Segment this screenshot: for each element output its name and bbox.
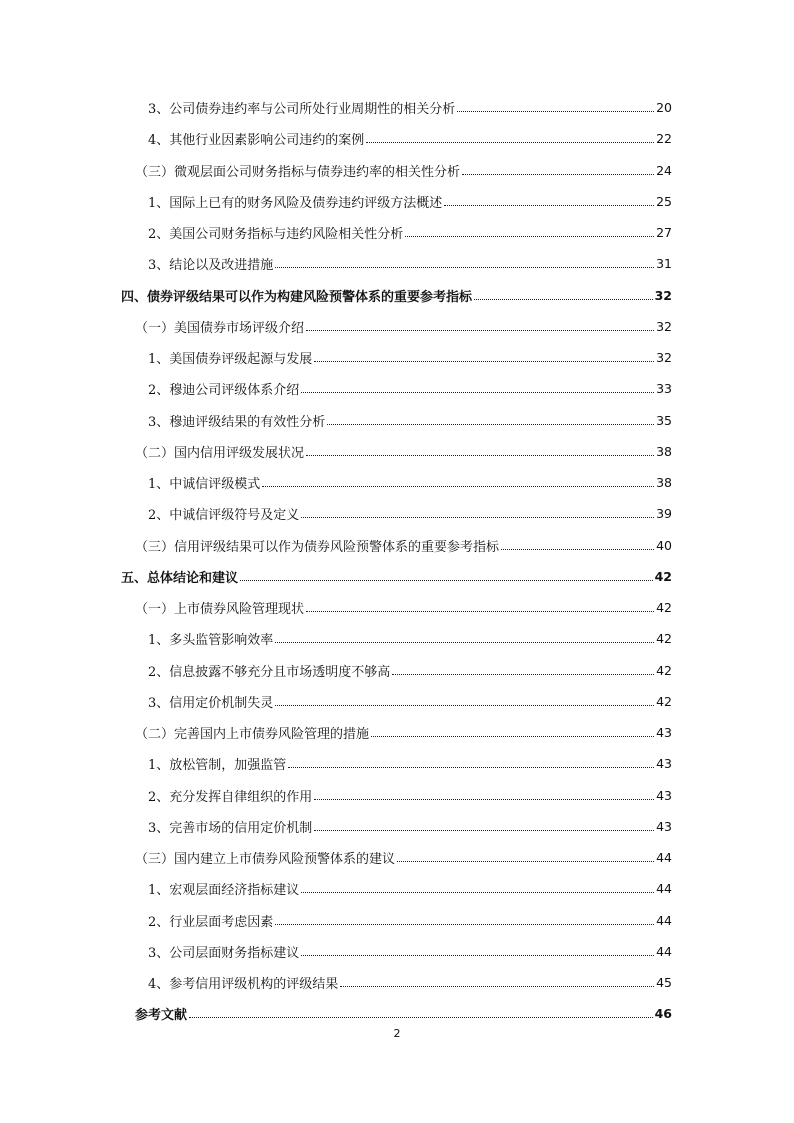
- toc-entry[interactable]: [0, 498, 794, 529]
- toc-entry[interactable]: [0, 655, 794, 686]
- toc-entry-title: 2、美国公司财务指标与违约风险相关性分析: [148, 227, 404, 243]
- toc-entry-page: 43: [656, 818, 672, 834]
- toc-entry-title: 四、债券评级结果可以作为构建风险预警体系的重要参考指标: [121, 289, 473, 305]
- toc-entry-title: 2、充分发挥自律组织的作用: [148, 789, 313, 805]
- toc-entry-page: 44: [656, 912, 672, 928]
- toc-entry-page: 42: [656, 693, 672, 709]
- toc-entry-page: 35: [656, 412, 672, 428]
- dot-leader: [392, 674, 654, 675]
- toc-entry-title: 4、其他行业因素影响公司违约的案例: [148, 133, 365, 149]
- toc-entry-page: 44: [656, 850, 672, 866]
- toc-entry-page: 33: [656, 381, 672, 397]
- dot-leader: [288, 767, 654, 768]
- toc-entry-title: （三）信用评级结果可以作为债券风险预警体系的重要参考指标: [135, 539, 500, 555]
- toc-entry[interactable]: [0, 780, 794, 811]
- dot-leader: [275, 642, 654, 643]
- toc-entry-page: 38: [656, 443, 672, 459]
- toc-entry-page: 43: [656, 756, 672, 772]
- toc-entry-page: 25: [656, 193, 672, 209]
- dot-leader: [275, 705, 654, 706]
- dot-leader: [457, 111, 654, 112]
- toc-entry-page: 32: [656, 318, 672, 334]
- toc-entry-title: 3、完善市场的信用定价机制: [148, 820, 313, 836]
- toc-entry[interactable]: [0, 123, 794, 154]
- toc-entry-title: （三）微观层面公司财务指标与债券违约率的相关性分析: [135, 164, 461, 180]
- toc-entry[interactable]: [0, 155, 794, 186]
- dot-leader: [327, 424, 654, 425]
- toc-entry-title: （二）完善国内上市债券风险管理的措施: [135, 727, 370, 743]
- toc-entry-page: 27: [656, 225, 672, 241]
- toc-entry[interactable]: [0, 405, 794, 436]
- toc-entry-page: 42: [656, 662, 672, 678]
- dot-leader: [366, 142, 654, 143]
- toc-entry-page: 44: [656, 943, 672, 959]
- dot-leader: [301, 892, 654, 893]
- toc-entry[interactable]: [0, 561, 794, 592]
- dot-leader: [314, 830, 654, 831]
- toc-entry-title: 2、穆迪公司评级体系介绍: [148, 383, 300, 399]
- toc-entry-page: 45: [656, 975, 672, 991]
- table-of-contents: [0, 92, 794, 1030]
- toc-entry-title: 五、总体结论和建议: [121, 570, 239, 586]
- toc-entry-page: 42: [656, 600, 672, 616]
- toc-entry-title: 1、国际上已有的财务风险及债券违约评级方法概述: [148, 195, 443, 211]
- toc-entry[interactable]: [0, 686, 794, 717]
- toc-entry-title: 1、中诚信评级模式: [148, 477, 261, 493]
- toc-entry-page: 46: [654, 1006, 672, 1022]
- dot-leader: [189, 1017, 653, 1018]
- toc-entry[interactable]: [0, 811, 794, 842]
- toc-entry[interactable]: [0, 467, 794, 498]
- toc-entry-page: 42: [654, 568, 672, 584]
- toc-entry[interactable]: [0, 842, 794, 873]
- dot-leader: [275, 924, 654, 925]
- dot-leader: [314, 361, 654, 362]
- dot-leader: [371, 736, 654, 737]
- toc-entry[interactable]: [0, 530, 794, 561]
- dot-leader: [306, 330, 654, 331]
- toc-entry-title: 参考文献: [135, 1008, 188, 1024]
- toc-entry-title: 3、结论以及改进措施: [148, 258, 274, 274]
- toc-entry-title: 3、公司债券违约率与公司所处行业周期性的相关分析: [148, 102, 456, 118]
- toc-entry-title: 3、信用定价机制失灵: [148, 695, 274, 711]
- dot-leader: [275, 267, 654, 268]
- toc-entry-title: （一）美国债券市场评级介绍: [135, 320, 305, 336]
- page-number: 2: [393, 1027, 401, 1040]
- toc-entry-page: 44: [656, 881, 672, 897]
- toc-entry-title: 2、信息披露不够充分且市场透明度不够高: [148, 664, 391, 680]
- dot-leader: [397, 861, 654, 862]
- dot-leader: [405, 236, 654, 237]
- dot-leader: [262, 486, 654, 487]
- toc-entry[interactable]: [0, 967, 794, 998]
- toc-entry[interactable]: [0, 592, 794, 623]
- toc-entry[interactable]: [0, 905, 794, 936]
- toc-entry-page: 38: [656, 475, 672, 491]
- dot-leader: [301, 392, 654, 393]
- toc-entry-page: 32: [656, 350, 672, 366]
- toc-entry[interactable]: [0, 217, 794, 248]
- toc-entry-title: （三）国内建立上市债券风险预警体系的建议: [135, 852, 396, 868]
- toc-entry-title: 3、穆迪评级结果的有效性分析: [148, 414, 326, 430]
- toc-entry-page: 32: [654, 287, 672, 303]
- dot-leader: [301, 955, 654, 956]
- toc-entry-title: （一）上市债券风险管理现状: [135, 602, 305, 618]
- toc-entry-title: 2、中诚信评级符号及定义: [148, 508, 300, 524]
- toc-entry[interactable]: [0, 936, 794, 967]
- toc-entry-page: 39: [656, 506, 672, 522]
- toc-entry[interactable]: [0, 873, 794, 904]
- toc-entry[interactable]: [0, 623, 794, 654]
- toc-entry-page: 42: [656, 631, 672, 647]
- dot-leader: [240, 580, 653, 581]
- toc-entry-page: 43: [656, 787, 672, 803]
- toc-entry[interactable]: [0, 280, 794, 311]
- toc-entry[interactable]: [0, 342, 794, 373]
- dot-leader: [306, 611, 654, 612]
- toc-entry[interactable]: [0, 717, 794, 748]
- toc-entry[interactable]: [0, 311, 794, 342]
- dot-leader: [306, 455, 654, 456]
- toc-entry-title: 3、公司层面财务指标建议: [148, 945, 300, 961]
- toc-entry-page: 22: [656, 131, 672, 147]
- toc-entry-title: 2、行业层面考虑因素: [148, 914, 274, 930]
- toc-entry-title: 1、多头监管影响效率: [148, 633, 274, 649]
- dot-leader: [340, 986, 654, 987]
- toc-entry-title: 1、宏观层面经济指标建议: [148, 883, 300, 899]
- toc-entry-title: （二）国内信用评级发展状况: [135, 445, 305, 461]
- toc-entry[interactable]: [0, 248, 794, 279]
- dot-leader: [301, 517, 654, 518]
- toc-entry-title: 4、参考信用评级机构的评级结果: [148, 977, 339, 993]
- toc-entry-page: 43: [656, 725, 672, 741]
- toc-entry[interactable]: [0, 186, 794, 217]
- toc-entry[interactable]: [0, 373, 794, 404]
- dot-leader: [501, 549, 654, 550]
- toc-entry-page: 40: [656, 537, 672, 553]
- toc-entry-page: 20: [656, 100, 672, 116]
- dot-leader: [444, 205, 654, 206]
- toc-entry-title: 1、放松管制，加强监管: [148, 758, 287, 774]
- toc-entry[interactable]: [0, 748, 794, 779]
- toc-entry[interactable]: [0, 998, 794, 1029]
- toc-entry[interactable]: [0, 436, 794, 467]
- dot-leader: [474, 299, 653, 300]
- toc-entry-page: 24: [656, 162, 672, 178]
- toc-entry-page: 31: [656, 256, 672, 272]
- dot-leader: [462, 174, 654, 175]
- toc-entry[interactable]: [0, 92, 794, 123]
- dot-leader: [314, 799, 654, 800]
- toc-entry-title: 1、美国债券评级起源与发展: [148, 352, 313, 368]
